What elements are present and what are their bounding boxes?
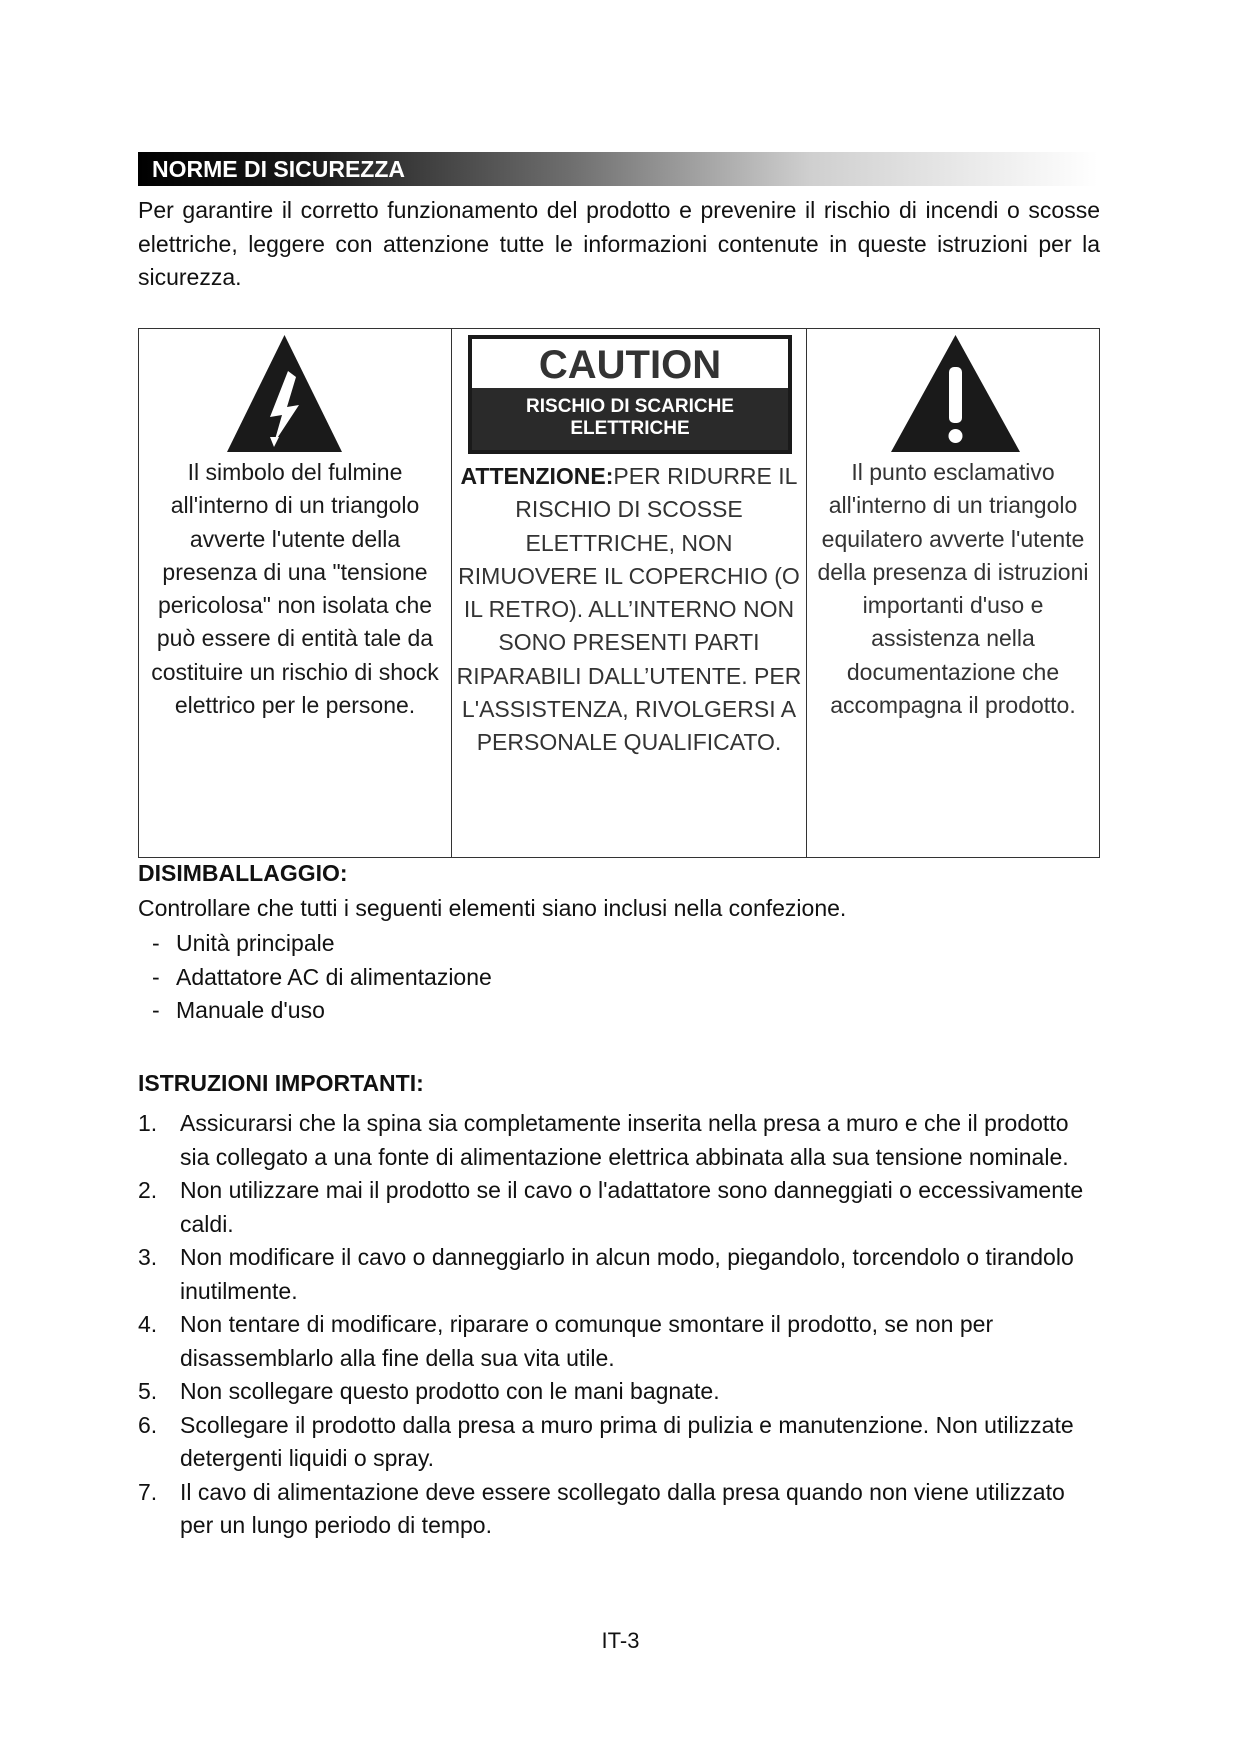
caution-title: CAUTION [538,343,722,387]
attention-notice [456,460,802,760]
exclamation-symbol-description: Il punto esclamativo all'interno di un triangolo equilatero avverte l'utente della presenza di istruzioni importanti d'uso e assistenza nella documentazione che accompagna il prodotto. [817,459,1089,719]
list-item: - Unità principale [152,930,335,956]
exclamation-symbol-cell [807,329,1099,857]
safety-intro: Per garantire il corretto funzionamento del prodotto e prevenire il rischio di incendi o scosse elettriche, leggere con attenzione tutte le informazioni contenute in queste istruzioni per la sicurezza. [138,197,1100,290]
list-item: - Adattatore AC di alimentazione [152,963,492,990]
attention-text: PER RIDURRE IL RISCHIO DI SCOSSE ELETTRICHE, NON RIMUOVERE IL COPERCHIO (O IL RETRO). ALL’INTERNO NON SONO PRESENTI PARTI RIPARABILI DALL’UTENTE. PER L'ASSISTENZA, RIVOLGERSI A PERSONALE QUALIFICATO. [456,463,802,756]
list-item: 4. Non tentare di modificare, riparare o comunque smontare il prodotto, se non per disassemblarlo alla fine della sua vita utile. [138,1311,994,1371]
safety-heading-banner [138,152,1098,186]
exclamation-warning-icon [890,333,1021,454]
package-contents-list [152,927,492,1028]
attention-label: ATTENZIONE: [460,463,614,489]
safety-heading: NORME DI SICUREZZA [152,156,405,182]
list-item: - Manuale d'uso [152,997,325,1023]
list-item: 2. Non utilizzare mai il prodotto se il cavo o l'adattatore sono danneggiati o eccessivamente caldi. [138,1177,1084,1237]
list-item: 5. Non scollegare questo prodotto con le mani bagnate. [138,1378,720,1404]
list-item: 1. Assicurarsi che la spina sia completamente inserita nella presa a muro e che il prodotto sia collegato a una fonte di alimentazione elettrica abbinata alla sua tensione nominale. [138,1110,1069,1170]
unpacking-heading: DISIMBALLAGGIO: [138,860,348,886]
unpacking-intro: Controllare che tutti i seguenti elementi siano inclusi nella confezione. [138,895,847,921]
list-item: 7. Il cavo di alimentazione deve essere scollegato dalla presa quando non viene utilizzato per un lungo periodo di tempo. [138,1478,1065,1538]
page-number: IT-3 [601,1628,640,1653]
list-item: 6. Scollegare il prodotto dalla presa a muro prima di pulizia e manutenzione. Non utilizzate detergenti liquidi o spray. [138,1411,1074,1471]
caution-cell [452,329,807,857]
caution-label [468,335,792,454]
lightning-warning-icon [226,333,343,454]
instructions-heading: ISTRUZIONI IMPORTANTI: [138,1070,424,1096]
warning-symbols-table [138,328,1100,858]
lightning-symbol-description: Il simbolo del fulmine all'interno di un triangolo avverte l'utente della presenza di una "tensione pericolosa" non isolata che può essere di entità tale da costituire un rischio di shock elettrico per le persone. [151,459,439,719]
caution-subtitle: RISCHIO DI SCARICHE ELETTRICHE [472,388,788,450]
list-item: 3. Non modificare il cavo o danneggiarlo in alcun modo, piegandolo, torcendolo o tirandolo inutilmente. [138,1244,1074,1304]
instructions-list [138,1107,1098,1543]
lightning-symbol-cell [139,329,452,857]
